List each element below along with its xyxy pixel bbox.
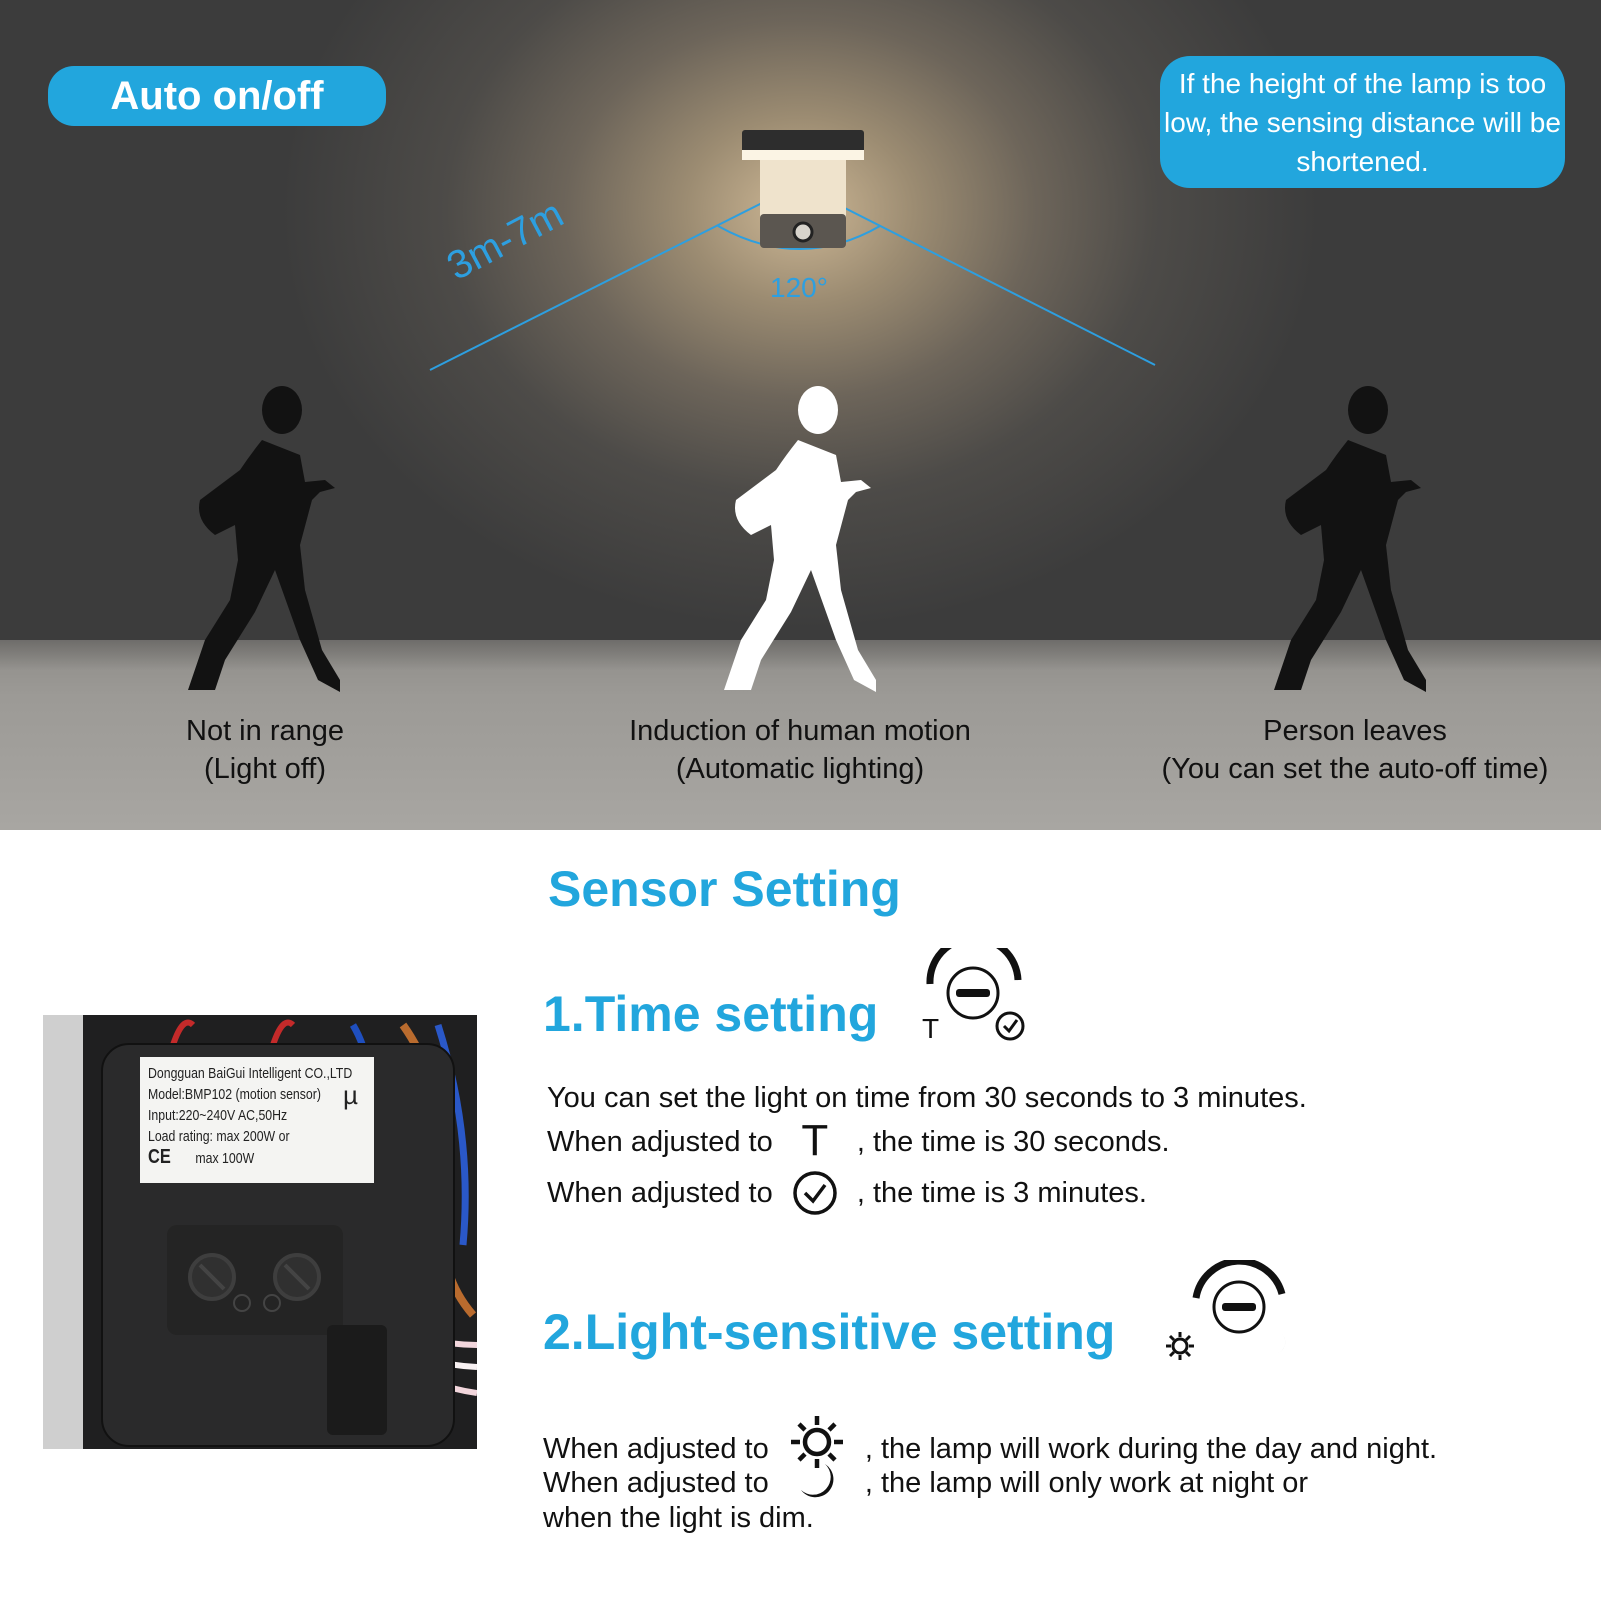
light-line-2-post: , the lamp will only work at night or [864,1467,1309,1499]
module-label [140,1057,374,1183]
time-dial-icon [918,948,1030,1044]
caption-line: (Light off) [204,753,326,785]
caption-line: Not in range [186,715,344,747]
dial-panel [167,1225,343,1335]
light-dial-icon [1162,1260,1294,1360]
wall-lamp [742,130,864,248]
person-silhouette-left [188,386,340,692]
label-max: max 100W [195,1150,255,1167]
mu-symbol: µ [343,1080,358,1110]
dial-t-label: T [922,1013,940,1044]
person-silhouette-center [724,386,876,692]
person-silhouette-right [1274,386,1426,692]
light-line-1-pre: When adjusted to [543,1433,769,1465]
caption-line: (You can set the auto-off time) [1161,753,1549,785]
connector-block [327,1325,387,1435]
time-line-1: You can set the light on time from 30 seconds to 3 minutes. [547,1082,1307,1114]
time-line-3 [547,1170,1147,1224]
t-symbol-icon: T [801,1116,829,1165]
label-load: Load rating: max 200W [148,1128,276,1145]
height-note-badge: If the height of the lamp is too low, the sensing distance will be shortened. [1160,56,1565,188]
clock-check-icon [781,1170,849,1224]
range-line-left [430,200,768,370]
ce-mark: CE [148,1146,171,1168]
caption-not-in-range [130,712,400,788]
caption-person-leaves [1115,712,1595,788]
light-line-3: when the light is dim. [543,1502,814,1534]
sun-icon [1166,1332,1194,1360]
time-line-2 [547,1116,1170,1165]
caption-line: Induction of human motion [629,715,971,747]
label-or: or [278,1128,290,1145]
label-line-5 [148,1147,327,1169]
time-line-2-post: , the time is 30 seconds. [856,1126,1170,1158]
time-line-2-pre: When adjusted to [547,1126,773,1158]
caption-line: (Automatic lighting) [675,753,925,785]
sensor-setting-title: Sensor Setting [548,861,901,917]
label-line-4 [148,1126,327,1147]
light-line-1-post: , the lamp will work during the day and night. [864,1433,1438,1465]
angle-label: 120° [770,272,828,303]
caption-motion [570,712,1030,788]
range-label: 3m-7m [440,191,571,289]
label-line-1: Dongguan BaiGui Intelligent CO.,LTD [148,1065,353,1082]
label-line-2: Model:BMP102 (motion sensor) [148,1086,321,1103]
auto-on-off-badge: Auto on/off [48,66,386,126]
light-sensitive-title: 2.Light-sensitive setting [543,1304,1116,1360]
label-line-3: Input:220~240V AC,50Hz [148,1107,288,1124]
moon-icon [1266,1332,1285,1354]
time-setting-title: 1.Time setting [543,986,879,1042]
sensor-module-photo [43,1015,477,1449]
time-line-3-pre: When adjusted to [547,1177,773,1209]
caption-line: Person leaves [1263,715,1447,747]
light-line-2-pre: When adjusted to [543,1467,769,1499]
time-line-3-post: , the time is 3 minutes. [856,1177,1147,1209]
range-line-right [825,198,1155,365]
